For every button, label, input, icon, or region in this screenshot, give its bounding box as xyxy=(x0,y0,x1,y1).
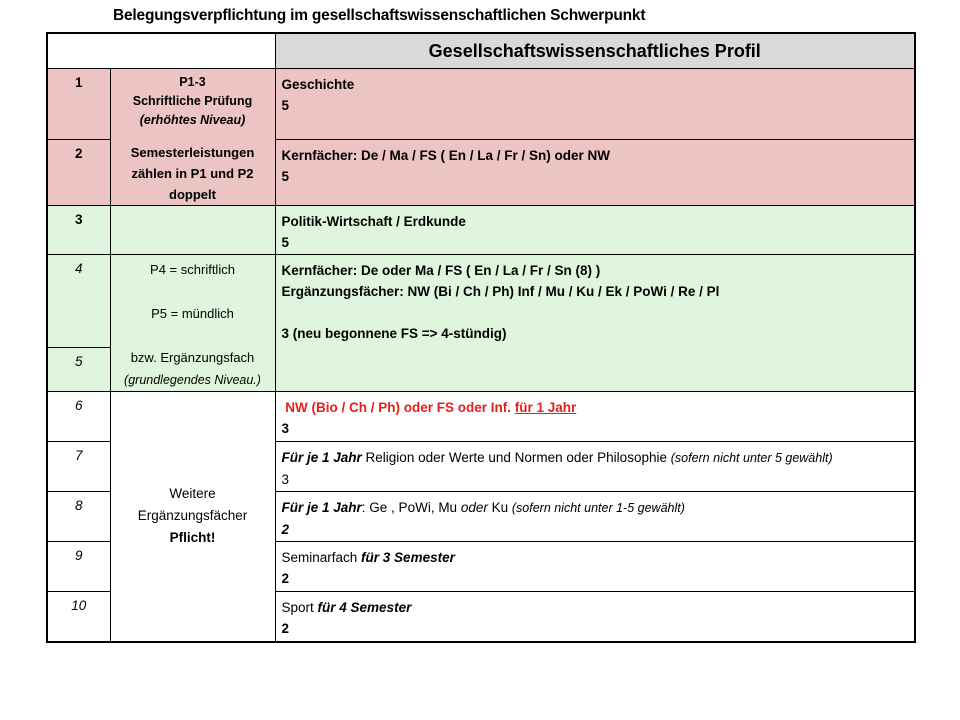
subject-cell xyxy=(275,255,915,392)
subject-text: Politik-Wirtschaft / Erdkunde xyxy=(281,214,466,229)
note-text: (sofern nicht unter 5 gewählt) xyxy=(670,451,833,465)
core-subjects-text: Kernfächer: De oder Ma / FS ( En / La / Fr / Sn (8) ) xyxy=(281,263,601,278)
further-label: Weitere xyxy=(169,486,216,502)
p4-group-cell xyxy=(110,255,275,392)
duration-text: für 3 Semester xyxy=(361,550,455,565)
note-text: (sofern nicht unter 1-5 gewählt) xyxy=(511,501,685,515)
p1-label: P1-3 xyxy=(179,75,206,89)
hours-text: 2 xyxy=(281,621,290,636)
p1-group-cell xyxy=(110,69,275,140)
table-row xyxy=(47,140,915,206)
hours-text: 3 xyxy=(281,421,290,436)
hours-text: 5 xyxy=(281,98,290,113)
supplementary-subjects-label: Ergänzungsfächer xyxy=(137,508,248,524)
hours-text: 5 xyxy=(281,169,290,184)
subject-cell xyxy=(275,140,915,206)
subject-text: Kernfächer: De / Ma / FS ( En / La / Fr / Sn) oder NW xyxy=(281,148,611,163)
subject-text: Seminarfach xyxy=(281,550,362,565)
row-number: 4 xyxy=(47,255,110,348)
supplementary-label: bzw. Ergänzungsfach xyxy=(130,350,255,365)
hours-text: 2 xyxy=(281,522,290,537)
duration-text: für 4 Semester xyxy=(317,600,412,615)
subject-cell xyxy=(275,492,915,542)
row-number: 10 xyxy=(47,592,110,642)
header-row xyxy=(47,33,915,69)
page-title: Belegungsverpflichtung im gesellschaftswissenschaftlichen Schwerpunkt xyxy=(113,7,646,24)
row-number: 1 xyxy=(47,69,110,140)
subject-text: NW (Bio / Ch / Ph) oder FS oder Inf. xyxy=(285,400,512,415)
subject-cell xyxy=(275,442,915,492)
row-number: 7 xyxy=(47,442,110,492)
subject-text: Sport xyxy=(281,600,318,615)
row-number: 9 xyxy=(47,542,110,592)
supplementary-subjects-text: Ergänzungsfächer: NW (Bi / Ch / Ph) Inf / Mu / Ku / Ek / PoWi / Re / Pl xyxy=(281,284,720,299)
basic-level-label: (grundlegendes Niveau.) xyxy=(124,373,261,387)
row-number: 5 xyxy=(47,348,110,392)
table-row xyxy=(47,206,915,255)
hours-text: 2 xyxy=(281,571,290,586)
table-row xyxy=(47,255,915,348)
duration-text: für 1 Jahr xyxy=(514,400,577,415)
p1-level-label: (erhöhtes Niveau) xyxy=(139,113,246,127)
row-number: 3 xyxy=(47,206,110,255)
empty-group-cell xyxy=(110,206,275,255)
or-text: oder xyxy=(460,500,488,515)
subject-cell xyxy=(275,592,915,642)
subject-text: : Ge , PoWi, Mu xyxy=(361,500,461,515)
obligations-table xyxy=(46,32,916,643)
semester-note: Semesterleistungen zählen in P1 und P2 doppelt xyxy=(130,144,255,202)
subject-text-b: Ku xyxy=(487,500,512,515)
hours-text: 3 xyxy=(281,472,290,487)
subject-cell xyxy=(275,542,915,592)
duration-prefix: Für je 1 Jahr xyxy=(281,450,362,465)
table-row xyxy=(47,69,915,140)
subject-cell xyxy=(275,206,915,255)
subject-text: Geschichte xyxy=(281,77,355,92)
subject-cell xyxy=(275,392,915,442)
row-number: 2 xyxy=(47,140,110,206)
row-number: 6 xyxy=(47,392,110,442)
table-row xyxy=(47,392,915,442)
hours-text: 5 xyxy=(281,235,290,250)
semester-note-cell xyxy=(110,140,275,206)
hours-text: 3 (neu begonnene FS => 4-stündig) xyxy=(281,326,507,341)
further-subjects-cell xyxy=(110,392,275,642)
profile-header: Gesellschaftswissenschaftliches Profil xyxy=(275,33,915,69)
duration-prefix: Für je 1 Jahr xyxy=(281,500,362,515)
subject-cell xyxy=(275,69,915,140)
p1-exam-label: Schriftliche Prüfung xyxy=(132,94,253,108)
row-number: 8 xyxy=(47,492,110,542)
header-empty-cell xyxy=(47,33,275,69)
mandatory-label: Pflicht! xyxy=(169,530,216,546)
p5-label: P5 = mündlich xyxy=(151,306,234,321)
subject-text: Religion oder Werte und Normen oder Philosophie xyxy=(361,450,671,465)
p4-label: P4 = schriftlich xyxy=(150,262,235,277)
